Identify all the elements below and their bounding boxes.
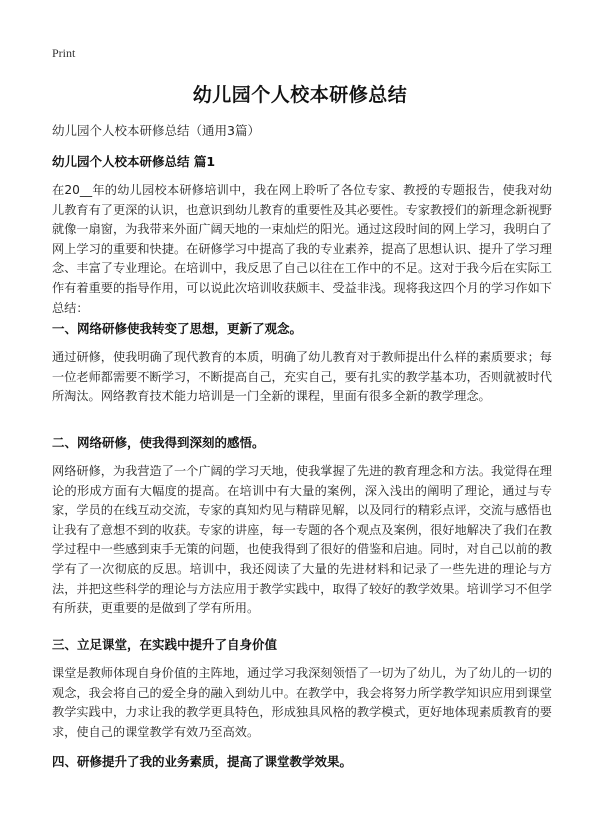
- section-heading-2: 二、网络研修，使我得到深刻的感悟。: [52, 435, 265, 450]
- print-label: Print: [52, 46, 76, 60]
- document-subtitle: 幼儿园个人校本研修总结（通用3篇）: [52, 123, 260, 138]
- article-heading: 幼儿园个人校本研修总结 篇1: [52, 154, 216, 169]
- section-heading-4: 四、研修提升了我的业务素质，提高了课堂教学效果。: [52, 754, 353, 769]
- intro-paragraph: 在20__年的幼儿园校本研修培训中，我在网上聆听了各位专家、教授的专题报告，使我对幼儿教育有了更深的认识，也意识到幼儿教育的重要性及其必要性。专家教授们的新理念新视野就像一扇窗，为我带来外面广阔天地的一束灿烂的阳光。通过这段时间的网上学习，我明白了网上学习的重要和快捷。在研修学习中提高了我的专业素养，提高了思想认识、提升了学习理念、丰富了专业理论。在培训中，我反思了自己以往在工作中的不足。这对于我今后在实际工作有着重要的指导作用，可以说此次培训收获颇丰、受益非浅。现将我这四个月的学习作如下总结：: [52, 183, 552, 315]
- section-paragraph-1: 通过研修，使我明确了现代教育的本质，明确了幼儿教育对于教师提出什么样的素质要求；每一位老师都需要不断学习，不断提高自己，充实自己，要有扎实的教学基本功，否则就被时代所淘汰。网络教育技术能力培训是一门全新的课程，里面有很多全新的教学理念。: [52, 350, 552, 404]
- section-heading-3: 三、立足课堂，在实践中提升了自身价值: [52, 637, 278, 652]
- document-title: 幼儿园个人校本研修总结: [192, 84, 408, 106]
- section-paragraph-2: 网络研修，为我营造了一个广阔的学习天地，使我掌握了先进的教育理念和方法。我觉得在理论的形成方面有大幅度的提高。在培训中有大量的案例，深入浅出的阐明了理论，通过与专家，学员的在线互动交流，专家的真知灼见与精辟见解，以及同行的精彩点评，交流与感悟也让我有了意想不到的收获。专家的讲座，每一专题的各个观点及案例，很好地解决了我们在教学过程中一些感到束手无策的问题，也使我得到了很好的借鉴和启迪。同时，对自己以前的教学有了一次彻底的反思。培训中，我还阅读了大量的先进材料和记录了一些先进的理论与方法，并把这些科学的理论与方法应用于教学实践中，取得了较好的教学效果。培训学习不但学有所获，更重要的是做到了学有所用。: [52, 464, 552, 616]
- section-paragraph-3: 课堂是教师体现自身价值的主阵地，通过学习我深刻领悟了一切为了幼儿，为了幼儿的一切的观念，我会将自己的爱全身的融入到幼儿中。在教学中，我会将努力所学教学知识应用到课堂教学实践中，力求让我的教学更具特色，形成独具风格的教学模式，更好地体现素质教育的要求，使自己的课堂教学有效乃至高效。: [52, 666, 552, 739]
- section-heading-1: 一、网络研修使我转变了思想，更新了观念。: [52, 321, 303, 336]
